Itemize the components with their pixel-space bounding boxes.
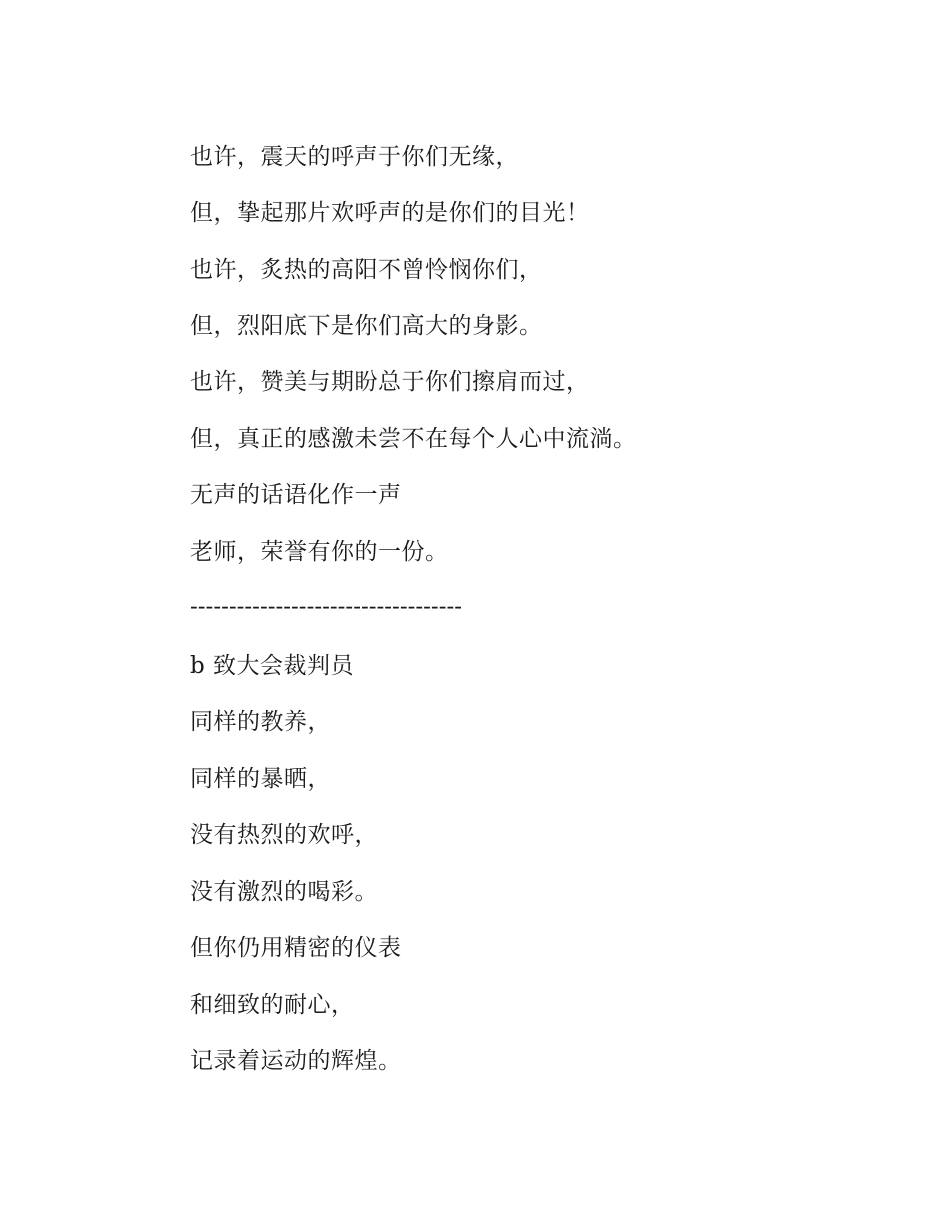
poem-line: 但你仍用精密的仪表 <box>190 935 402 961</box>
poem-line: 记录着运动的辉煌。 <box>190 1048 402 1074</box>
section-divider: ----------------------------------- <box>190 594 463 620</box>
poem-line: 同样的教养， <box>190 709 331 735</box>
poem-line: 和细致的耐心， <box>190 992 355 1018</box>
poem-line: 也许，震天的呼声于你们无缘， <box>190 144 519 170</box>
section-heading: b 致大会裁判员 <box>190 653 355 679</box>
poem-line: 没有激烈的喝彩。 <box>190 879 378 905</box>
poem-line: 但，真正的感激未尝不在每个人心中流淌。 <box>190 426 637 452</box>
poem-line: 同样的暴晒， <box>190 766 331 792</box>
poem-line: 但，挚起那片欢呼声的是你们的目光！ <box>190 200 590 226</box>
poem-line: 老师，荣誉有你的一份。 <box>190 539 449 565</box>
poem-line: 也许，赞美与期盼总于你们擦肩而过， <box>190 369 590 395</box>
poem-line: 没有热烈的欢呼， <box>190 822 378 848</box>
poem-line: 也许，炙热的高阳不曾怜悯你们， <box>190 257 543 283</box>
poem-line: 但，烈阳底下是你们高大的身影。 <box>190 313 543 339</box>
poem-line: 无声的话语化作一声 <box>190 482 402 508</box>
